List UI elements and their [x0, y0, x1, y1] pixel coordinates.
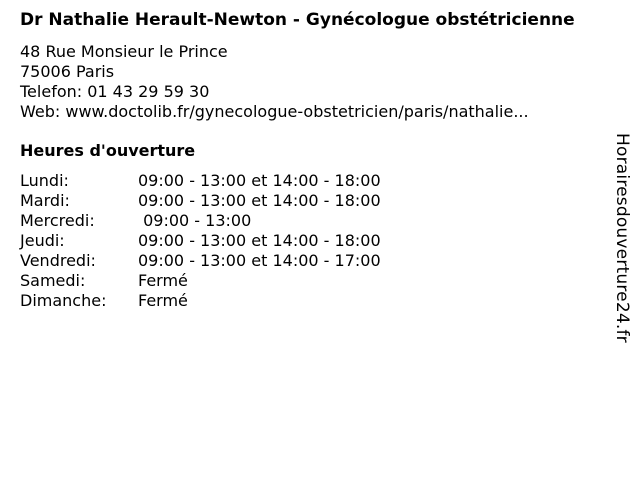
hours-row-mardi	[20, 191, 590, 211]
day-label: Mercredi:	[20, 211, 95, 230]
day-label: Jeudi:	[20, 231, 65, 250]
day-hours: Fermé	[138, 291, 188, 310]
hours-row-lundi	[20, 171, 590, 191]
day-hours: 09:00 - 13:00 et 14:00 - 18:00	[138, 171, 381, 190]
hours-row-mercredi	[20, 211, 590, 231]
day-hours: Fermé	[138, 271, 188, 290]
phone-number[interactable]: Telefon: 01 43 29 59 30	[20, 82, 210, 101]
city-postcode: 75006 Paris	[20, 62, 115, 81]
day-label: Vendredi:	[20, 251, 96, 270]
website-link[interactable]: Web: www.doctolib.fr/gynecologue-obstetricien/paris/nathalie...	[20, 102, 529, 121]
day-hours: 09:00 - 13:00	[138, 211, 252, 230]
site-watermark: Horairesdouverture24.fr	[612, 133, 632, 343]
hours-row-samedi	[20, 271, 590, 291]
hours-row-jeudi	[20, 231, 590, 251]
day-label: Lundi:	[20, 171, 69, 190]
day-hours: 09:00 - 13:00 et 14:00 - 17:00	[138, 251, 381, 270]
day-label: Samedi:	[20, 271, 86, 290]
address-block	[20, 42, 590, 122]
day-hours: 09:00 - 13:00 et 14:00 - 18:00	[138, 231, 381, 250]
hours-table	[20, 171, 590, 311]
day-label: Mardi:	[20, 191, 70, 210]
hours-heading: Heures d'ouverture	[20, 141, 196, 160]
hours-row-dimanche	[20, 291, 590, 311]
hours-row-vendredi	[20, 251, 590, 271]
day-hours: 09:00 - 13:00 et 14:00 - 18:00	[138, 191, 381, 210]
street-address: 48 Rue Monsieur le Prince	[20, 42, 228, 61]
business-title: Dr Nathalie Herault-Newton - Gynécologue obstétricienne	[20, 10, 575, 30]
business-card	[20, 10, 590, 311]
day-label: Dimanche:	[20, 291, 107, 310]
